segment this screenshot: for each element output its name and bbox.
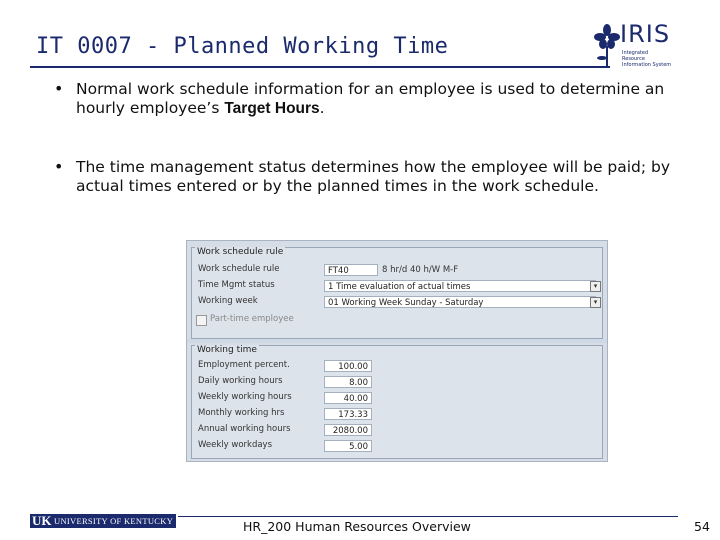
uk-mark: UK <box>32 513 52 528</box>
weekly-hours-field[interactable]: 40.00 <box>324 392 372 404</box>
monthly-hours-field[interactable]: 173.33 <box>324 408 372 420</box>
working-week-field[interactable]: 01 Working Week Sunday - Saturday <box>324 296 596 308</box>
daily-hours-field[interactable]: 8.00 <box>324 376 372 388</box>
bullet-item <box>52 158 692 196</box>
field-label: Monthly working hrs <box>198 408 285 418</box>
bullet-item <box>52 80 692 118</box>
slide-title: IT 0007 - Planned Working Time <box>36 34 449 59</box>
iris-logo <box>592 20 672 70</box>
logo-word: IRIS <box>620 20 671 48</box>
field-label: Working week <box>198 296 258 306</box>
bullet-emphasis: Target Hours <box>224 100 320 117</box>
flower-icon <box>592 22 622 68</box>
university-name: UNIVERSITY OF KENTUCKY <box>54 516 174 526</box>
field-label: Work schedule rule <box>198 264 280 274</box>
work-schedule-rule-field[interactable]: FT40 <box>324 264 378 276</box>
page-number: 54 <box>694 519 710 534</box>
field-label: Weekly working hours <box>198 392 292 402</box>
bullet-text: The time management status determines how the employee will be paid; by actual times entered or by the planned times in the work schedule. <box>76 158 671 195</box>
work-schedule-group <box>191 247 603 339</box>
title-underline <box>30 66 610 68</box>
group-title: Work schedule rule <box>197 247 284 257</box>
sap-screenshot <box>186 240 608 462</box>
dropdown-icon[interactable]: ▾ <box>590 297 601 308</box>
checkbox-label: Part-time employee <box>210 314 294 324</box>
working-time-group <box>191 345 603 459</box>
dropdown-icon[interactable]: ▾ <box>590 281 601 292</box>
bullet-text-end: . <box>319 99 325 117</box>
time-mgmt-status-field[interactable]: 1 Time evaluation of actual times <box>324 280 596 292</box>
annual-hours-field[interactable]: 2080.00 <box>324 424 372 436</box>
bullet-text: Normal work schedule information for an employee is used to determine an hourly employee’s <box>76 80 665 117</box>
field-label: Employment percent. <box>198 360 290 370</box>
part-time-checkbox[interactable] <box>196 315 207 326</box>
footer-course: HR_200 Human Resources Overview <box>243 519 471 534</box>
field-label: Weekly workdays <box>198 440 273 450</box>
bullet-icon: • <box>54 79 64 98</box>
work-schedule-rule-text: 8 hr/d 40 h/W M-F <box>382 265 459 275</box>
field-label: Annual working hours <box>198 424 291 434</box>
field-label: Time Mgmt status <box>198 280 275 290</box>
field-label: Daily working hours <box>198 376 283 386</box>
employment-percent-field[interactable]: 100.00 <box>324 360 372 372</box>
footer-rule <box>178 516 678 517</box>
bullet-list <box>52 80 692 236</box>
group-title: Working time <box>197 345 257 355</box>
logo-subtitle: Integrated Resource Information System <box>622 50 672 68</box>
bullet-icon: • <box>54 157 64 176</box>
group-divider <box>187 339 607 343</box>
uk-logo <box>30 514 176 528</box>
weekly-workdays-field[interactable]: 5.00 <box>324 440 372 452</box>
